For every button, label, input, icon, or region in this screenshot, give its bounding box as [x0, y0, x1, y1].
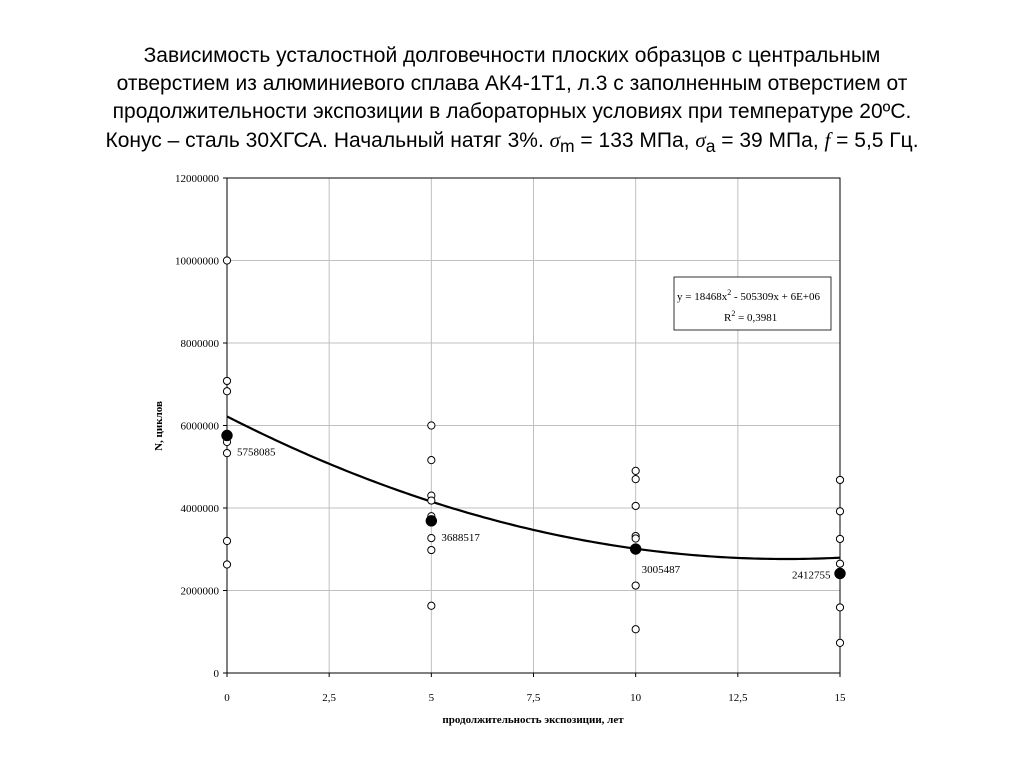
title-line-1: Зависимость усталостной долговечности плоских образцов с центральным: [143, 44, 881, 67]
data-point-open: [428, 546, 435, 553]
y-tick-label: 2000000: [180, 585, 219, 598]
data-point-open: [632, 476, 639, 483]
trend-equation: [677, 288, 821, 303]
data-point-open: [223, 388, 230, 395]
sigma-symbol-m: σ: [549, 128, 560, 152]
title-line-3: продолжительности экспозиции в лабораторных условиях при температуре 20ºС.: [112, 100, 912, 123]
data-point-open: [632, 535, 639, 542]
y-tick-label: 4000000: [180, 503, 219, 515]
data-point-open: [836, 639, 843, 646]
data-point-open: [428, 422, 435, 429]
x-axis-ticks: [224, 673, 846, 704]
data-label: 3005487: [641, 564, 681, 577]
title-line-4-part-a: Конус – сталь 30ХГСА. Начальный натяг 3%.: [105, 129, 550, 152]
data-point-open: [632, 582, 639, 589]
data-point-open: [632, 626, 639, 633]
data-point-mean: [630, 544, 640, 554]
data-point-open: [428, 535, 435, 542]
r2-superscript: 2: [731, 309, 736, 318]
r2-rest: = 0,3981: [735, 312, 778, 324]
equation-main: y = 18468x: [677, 291, 728, 303]
subscript-m: m: [560, 136, 575, 157]
x-tick-label: 5: [428, 692, 435, 704]
title-line-4-part-c: = 39 МПа,: [715, 129, 825, 152]
y-tick-label: 10000000: [175, 255, 219, 268]
title-line-4-part-d: = 5,5 Гц.: [830, 129, 919, 152]
data-point-open: [223, 537, 230, 544]
data-point-open: [223, 450, 230, 457]
x-tick-label: 12,5: [728, 692, 748, 704]
data-point-open: [632, 502, 639, 509]
y-tick-label: 8000000: [180, 338, 219, 350]
equation-rest: - 505309x + 6E+06: [731, 291, 821, 303]
data-point-mean: [426, 516, 436, 526]
title-line-2: отверстием из алюминиевого сплава АК4-1Т1, л.3 с заполненным отверстием от: [116, 72, 908, 95]
x-axis-label: продолжительность экспозиции, лет: [442, 714, 624, 726]
data-point-open: [223, 257, 230, 264]
data-point-open: [223, 561, 230, 568]
grid: [227, 178, 840, 673]
data-point-open: [428, 457, 435, 464]
y-axis-label: N, циклов: [153, 401, 165, 451]
data-label: 3688517: [441, 531, 480, 544]
y-axis-ticks: [175, 173, 227, 680]
data-point-open: [428, 497, 435, 504]
y-tick-label: 6000000: [180, 420, 219, 433]
data-point-open: [836, 476, 843, 483]
x-tick-label: 0: [224, 692, 230, 704]
data-point-open: [223, 377, 230, 384]
data-point-mean: [835, 568, 845, 578]
data-point-open: [836, 560, 843, 567]
data-point-open: [632, 467, 639, 474]
frequency-symbol: f: [824, 128, 831, 152]
x-tick-label: 2,5: [322, 692, 337, 704]
data-point-open: [836, 535, 843, 542]
x-tick-label: 7,5: [526, 692, 541, 704]
sigma-symbol-a: σ: [695, 128, 706, 152]
data-label: 2412755: [792, 569, 831, 582]
data-point-open: [836, 604, 843, 611]
r2-prefix: R: [724, 312, 732, 324]
title-line-4-part-b: = 133 МПа,: [574, 129, 696, 152]
subscript-a: a: [705, 136, 716, 157]
data-label: 5758085: [237, 446, 276, 459]
equation-superscript: 2: [727, 288, 732, 297]
data-point-open: [836, 508, 843, 515]
x-tick-label: 10: [630, 692, 642, 704]
data-point-mean: [222, 430, 232, 440]
y-tick-label: 0: [213, 668, 219, 680]
y-tick-label: 12000000: [175, 173, 219, 185]
equation-box: [674, 277, 831, 330]
data-point-open: [428, 602, 435, 609]
x-tick-label: 15: [834, 692, 846, 704]
